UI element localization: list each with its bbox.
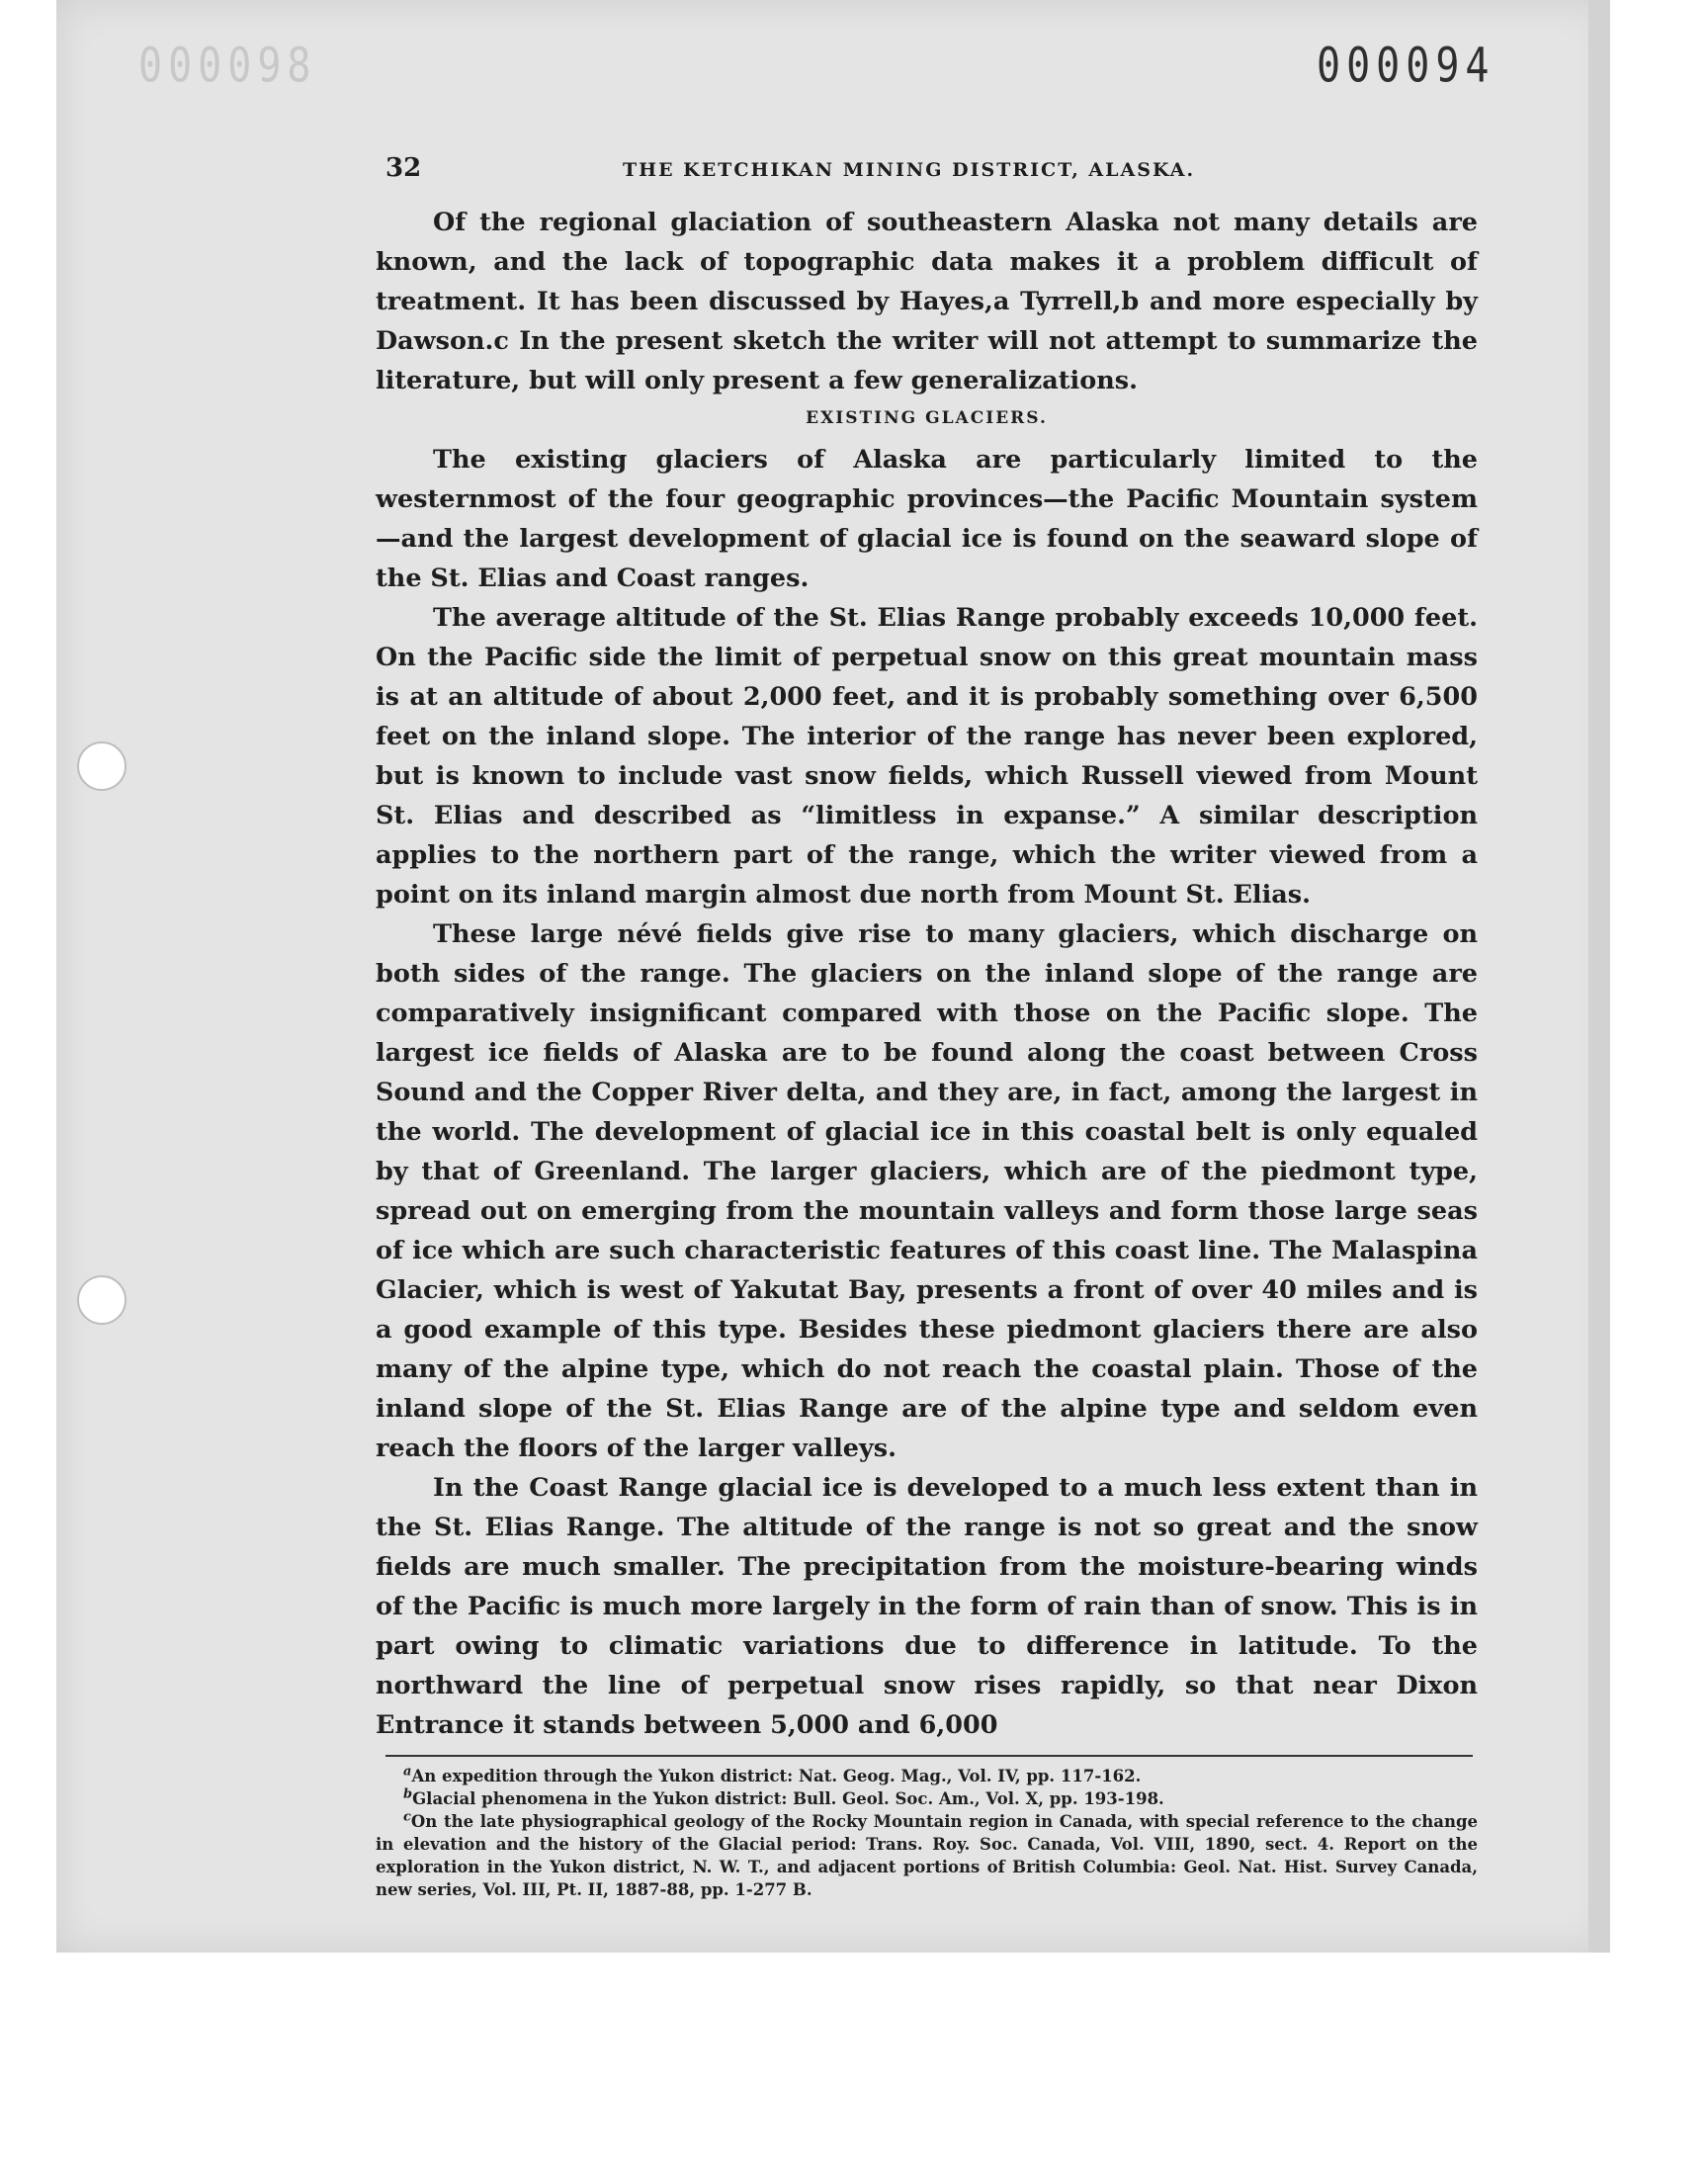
paragraph-1: The existing glaciers of Alaska are particularly limited to the westernmost of the four geographic provinces—the Pacific Mountain system—and the largest development of glacial ice is found on the seaward slope of the St. Elias and Coast ranges. [376, 445, 1478, 593]
paragraph-3: These large névé fields give rise to many glaciers, which discharge on both sides of the range. The glaciers on the inland slope of the range are comparatively insignificant compared with those on the Pacific slope. The largest ice fields of Alaska are to be found along the coast between Cross Sound and the Copper River delta, and they are, in fact, among the largest in the world. The development of glacial ice in this coastal belt is only equaled by that of Greenland. The larger glaciers, which are of the piedmont type, spread out on emerging from the mountain valleys and form those large seas of ice which are such characteristic features of this coast line. The Malaspina Glacier, which is west of Yakutat Bay, presents a front of over 40 miles and is a good example of this type. Besides these piedmont glaciers there are also many of the alpine type, which do not reach the coastal plain. Those of the inland slope of the St. Elias Range are of the alpine type and seldom even reach the floors of the larger valleys. [376, 919, 1478, 1463]
paragraph-2: The average altitude of the St. Elias Range probably exceeds 10,000 feet. On the Pacific side the limit of perpetual snow on this great mountain mass is at an altitude of about 2,000 feet, and it is probably something over 6,500 feet on the inland slope. The interior of the range has never been explored, but is known to include vast snow fields, which Russell viewed from Mount St. Elias and described as “limitless in expanse.” A similar description applies to the northern part of the range, which the writer viewed from a point on its inland margin almost due north from Mount St. Elias. [376, 603, 1478, 910]
stamp-number: 000094 [1317, 39, 1495, 94]
paragraph-4: In the Coast Range glacial ice is developed to a much less extent than in the St. Elias Range. The altitude of the range is not so great and the snow fields are much smaller. The precipitation from the moisture-bearing winds of the Pacific is much more largely in the form of rain than of snow. This is in part owing to climatic variations due to difference in latitude. To the northward the line of perpetual snow rises rapidly, so that near Dixon Entrance it stands between 5,000 and 6,000 [376, 1473, 1478, 1740]
scan-edge-shadow [1588, 0, 1610, 1953]
footnote-b [376, 1787, 1478, 1810]
running-title: THE KETCHIKAN MINING DISTRICT, ALASKA. [623, 159, 1196, 181]
document-page [376, 153, 1478, 1901]
footnote-mark-c: c [403, 1809, 411, 1825]
footnote-mark-a: a [403, 1764, 412, 1780]
footnotes [376, 1765, 1478, 1901]
punch-hole-bottom [77, 1275, 127, 1325]
footnote-c-text: On the late physiographical geology of the Rocky Mountain region in Canada, with special reference to the change in elevation and the history of the Glacial period: Trans. Roy. Soc. Canada, Vol. VIII, 1890, sect. 4. Report on the exploration in the Yukon district, N. W. T., and adjacent portions of British Columbia: Geol. Nat. Hist. Survey Canada, new series, Vol. III, Pt. II, 1887-88, pp. 1-277 B. [376, 1812, 1478, 1899]
stamp-ghost-number: 000098 [138, 39, 317, 94]
punch-hole-top [77, 741, 127, 791]
section-heading: EXISTING GLACIERS. [806, 408, 1048, 428]
footnote-rule [385, 1755, 1473, 1757]
footnote-c [376, 1810, 1478, 1901]
paragraph-intro: Of the regional glaciation of southeastern Alaska not many details are known, and the lack of topographic data makes it a problem difficult of treatment. It has been discussed by Hayes,a Tyrrell,b and more especially by Dawson.c In the present sketch the writer will not attempt to summarize the literature, but will only present a few generalizations. [376, 208, 1478, 395]
page-number: 32 [385, 153, 422, 183]
running-head [376, 153, 1478, 193]
footnote-a-text: An expedition through the Yukon district: Nat. Geog. Mag., Vol. IV, pp. 117-162. [411, 1767, 1142, 1785]
footnote-b-text: Glacial phenomena in the Yukon district: Bull. Geol. Soc. Am., Vol. X, pp. 193-198. [412, 1789, 1164, 1808]
footnote-mark-b: b [403, 1786, 413, 1802]
footnote-a [376, 1765, 1478, 1787]
body-text [376, 203, 1478, 1745]
